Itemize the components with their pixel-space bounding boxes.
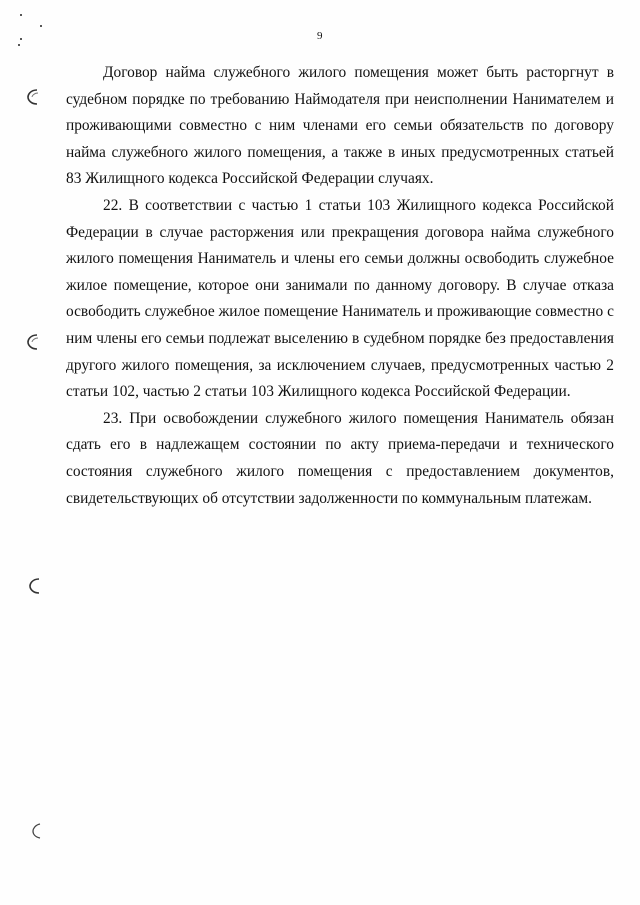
paragraph-termination: Договор найма служебного жилого помещения может быть расторгнут в судебном порядке по требованию Наймодателя при неисполнении Нанимателем и проживающими совместно с ним членами его семьи обязательств по договору найма служебного жилого помещения, а также в иных предусмотренных статьей 83 Жилищного кодекса Российской Федерации случаях. bbox=[66, 64, 614, 188]
punch-hole-mark bbox=[26, 333, 40, 351]
scan-speck bbox=[20, 14, 22, 16]
scan-speck bbox=[40, 25, 42, 27]
page-number: 9 bbox=[317, 30, 323, 42]
punch-hole-mark bbox=[30, 822, 44, 840]
document-body bbox=[66, 60, 614, 512]
punch-hole-mark bbox=[28, 577, 42, 595]
paragraph-23-handover: 23. При освобождении служебного жилого помещения Наниматель обязан сдать его в надлежащем состоянии по акту приема-передачи и технического состояния служебного жилого помещения с предоставлением документов, свидетельствующих об отсутствии задолженности по коммунальным платежам. bbox=[66, 409, 614, 507]
punch-hole-mark bbox=[26, 88, 40, 106]
paragraph-22-eviction: 22. В соответствии с частью 1 статьи 103 Жилищного кодекса Российской Федерации в случае расторжения или прекращения договора найма служебного жилого помещения Наниматель и члены его семьи должны освободить служебное жилое помещение, которое они занимали по данному договору. В случае отказа освободить служебное жилое помещение Наниматель и проживающие совместно с ним члены его семьи подлежат выселению в судебном порядке без предоставления другого жилого помещения, за исключением случаев, предусмотренных частью 2 статьи 102, частью 2 статьи 103 Жилищного кодекса Российской Федерации. bbox=[66, 196, 614, 401]
scan-speck bbox=[18, 44, 20, 46]
